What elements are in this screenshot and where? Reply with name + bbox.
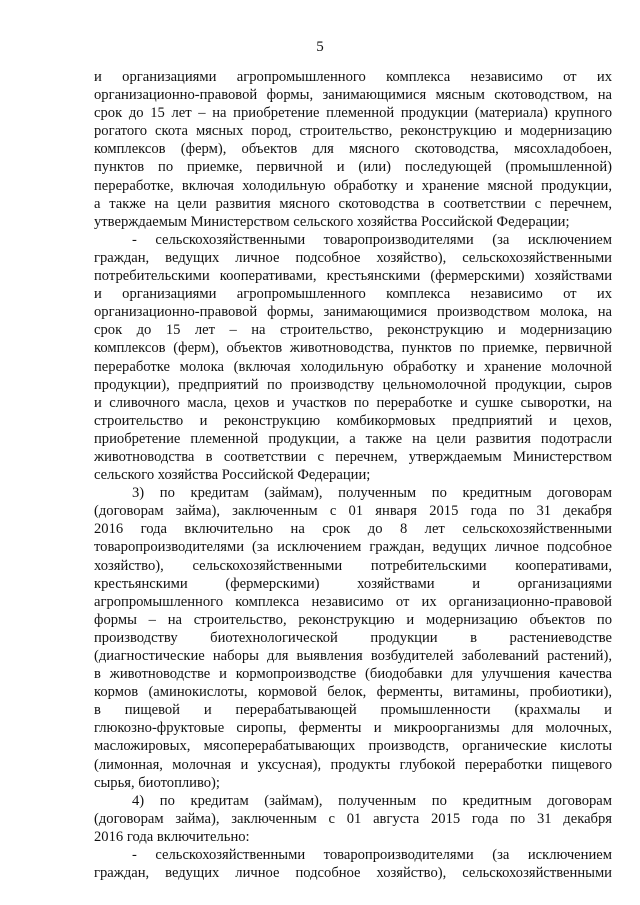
text-line: организационно-правовой формы, занимающимися производством молока, на (94, 304, 612, 321)
text-line: продукции), предприятий по производству цельномолочной продукции, сыров (94, 376, 612, 393)
text-line: в пищевой и перерабатывающей промышленности (крахмалы и (94, 702, 612, 719)
text-line: (договорам займа), заключенным с 01 августа 2015 года по 31 декабря (94, 810, 612, 827)
text-line: (договорам займа), заключенным с 01 января 2015 года по 31 декабря (94, 503, 612, 520)
text-line: комплексов (ферм), объектов для мясного скотоводства, мясохладобоен, (94, 141, 612, 158)
text-line: животноводства в соответствии с перечнем, утверждаемым Министерством (94, 448, 612, 465)
text-line: формы – на строительство, реконструкцию и модернизацию объектов по (94, 611, 612, 628)
text-line: в животноводстве и кормопроизводстве (биодобавки для улучшения качества (94, 666, 612, 683)
text-line: (диагностические наборы для выявления возбудителей заболеваний растений), (94, 648, 612, 664)
text-line: сельского хозяйства Российской Федерации; (94, 467, 371, 484)
text-line: - сельскохозяйственными товаропроизводителями (за исключением (132, 231, 612, 248)
text-line: срок до 15 лет – на строительство, реконструкцию и модернизацию (94, 322, 612, 339)
text-line: утверждаемым Министерством сельского хозяйства Российской Федерации; (94, 213, 570, 230)
text-line: 3) по кредитам (займам), полученным по кредитным договорам (132, 485, 612, 502)
text-line: товаропроизводителями (за исключением граждан, ведущих личное подсобное (94, 539, 612, 556)
text-line: строительство и реконструкцию комбикормовых предприятий и цехов, (94, 412, 612, 429)
text-line: кормов (аминокислоты, кормовой белок, ферменты, витамины, пробиотики), (94, 684, 612, 701)
text-line: и организациями агропромышленного комплекса независимо от их (94, 286, 612, 303)
text-line: а также на цели развития мясного скотоводства в соответствии с перечнем, (94, 195, 612, 212)
text-line: переработке молока (включая холодильную обработку и хранение молочной (94, 358, 612, 375)
text-line: пунктов по приемке, первичной и (или) последующей (промышленной) (94, 159, 612, 176)
text-line: граждан, ведущих личное подсобное хозяйство), сельскохозяйственными (94, 865, 612, 882)
document-body (94, 68, 612, 882)
text-line: крестьянскими (фермерскими) хозяйствами и организациями (94, 575, 612, 592)
text-line: (лимонная, молочная и уксусная), продукты глубокой переработки пищевого (94, 756, 612, 773)
text-line: потребительскими кооперативами, крестьянскими (фермерскими) хозяйствами (94, 268, 612, 285)
text-line: масложировых, мясоперерабатывающих производств, органические кислоты (94, 738, 612, 755)
text-line: 4) по кредитам (займам), полученным по кредитным договорам (132, 792, 612, 809)
text-line: производству биотехнологической продукции в растениеводстве (94, 629, 612, 646)
text-line: 2016 года включительно на срок до 8 лет сельскохозяйственными (94, 521, 612, 538)
text-line: - сельскохозяйственными товаропроизводителями (за исключением (132, 847, 612, 864)
text-line: сырья, биотопливо); (94, 774, 220, 791)
page-number: 5 (316, 39, 324, 55)
text-line: 2016 года включительно: (94, 828, 250, 845)
text-line: глюкозно-фруктовые сиропы, ферменты и микроорганизмы для молочных, (94, 720, 612, 737)
text-line: граждан, ведущих личное подсобное хозяйство), сельскохозяйственными (94, 249, 612, 266)
text-line: и сливочного масла, цехов и участков по переработке и сушке сыворотки, на (94, 394, 612, 411)
text-line: и организациями агропромышленного комплекса независимо от их (94, 69, 612, 85)
text-line: агропромышленного комплекса независимо от их организационно-правовой (94, 593, 612, 610)
text-line: рогатого скота мясных пород, строительство, реконструкцию и модернизацию (94, 123, 612, 140)
text-line: срок до 15 лет – на приобретение племенной продукции (материала) крупного (94, 105, 612, 122)
text-line: переработке, включая холодильную обработку и хранение мясной продукции, (94, 177, 612, 194)
text-line: хозяйство), сельскохозяйственными потребительскими кооперативами, (94, 557, 612, 574)
text-line: приобретение племенной продукции, а также на цели развития подотрасли (94, 430, 612, 447)
text-line: комплексов (ферм), объектов животноводства, пунктов по приемке, первичной (94, 340, 612, 357)
text-line: организационно-правовой формы, занимающимися мясным скотоводством, на (94, 87, 612, 104)
